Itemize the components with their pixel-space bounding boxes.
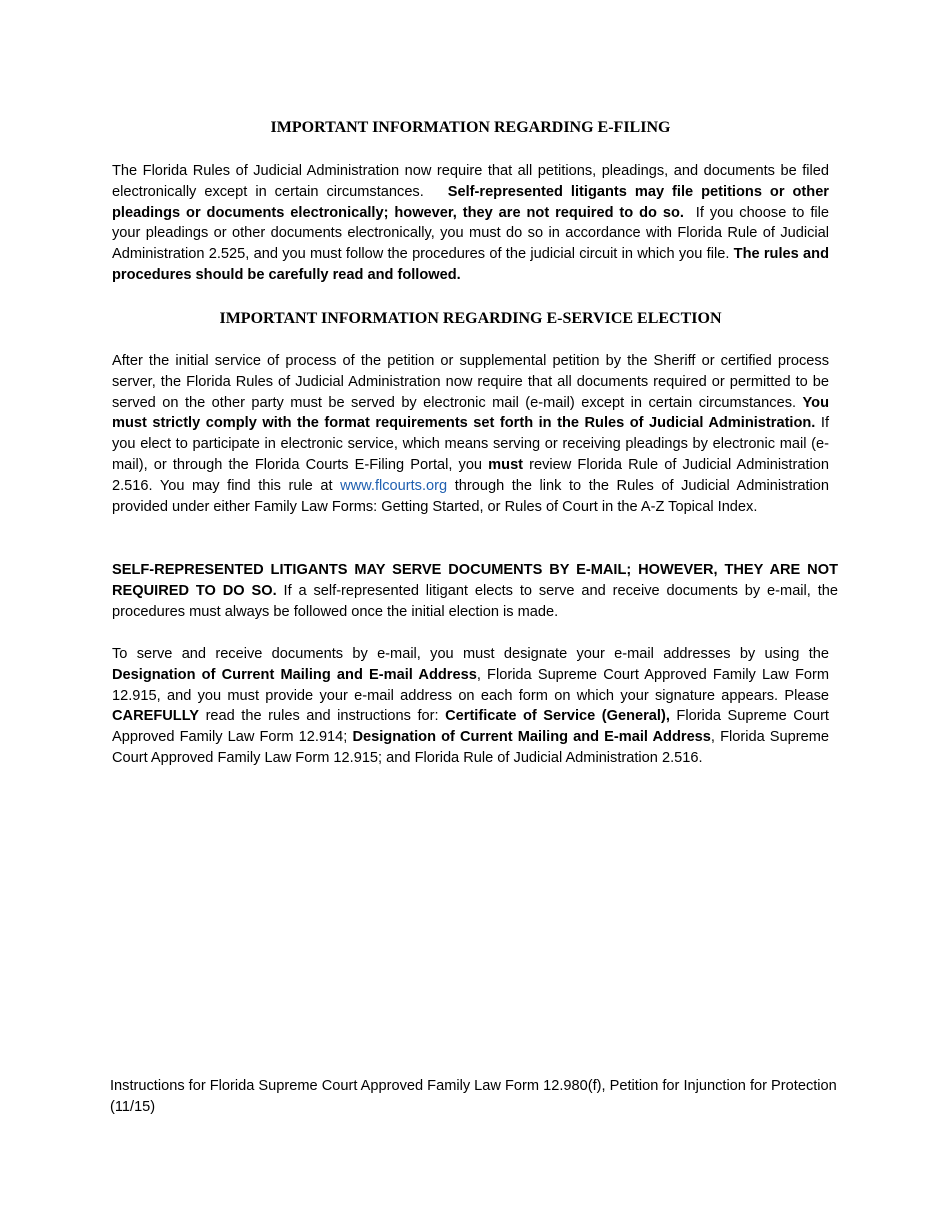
flcourts-link[interactable]: www.flcourts.org [340,477,448,494]
eservice-text-1: After the initial service of process of the petition or supplemental petition by the Sheriff or certified process server, the Florida Rules of Judicial Administration now require that all documents required or permitted to be served on the other party must be served by electronic mail (e-mail) except in certain circumstances. [112,353,829,411]
eservice-paragraph-3 [112,644,829,769]
eservice-text-6: To serve and receive documents by e-mail, you must designate your e-mail addresses by using the [112,646,829,662]
efiling-text-1: The Florida Rules of Judicial Administration now require that all petitions, pleadings, and documents be filed electronically except in certain circumstances. [112,163,829,200]
designation-form-name-2: Designation of Current Mailing and E-mail Address [352,729,711,746]
efiling-bold-2: The rules and procedures should be carefully read and followed. [112,246,829,283]
eservice-paragraph-1 [112,351,829,517]
efiling-paragraph [112,161,829,286]
certificate-of-service-name: Certificate of Service (General), [445,708,670,725]
efiling-heading: IMPORTANT INFORMATION REGARDING E-FILING [270,119,671,136]
eservice-text-3: review Florida Rule of Judicial Administration 2.516. You may find this rule at [112,456,829,494]
efiling-text-2: If you choose to file your pleadings or other documents electronically, you must do so in accordance with Florida Rule of Judicial Administration 2.525, and you must follow the procedures of the judicial circuit in which you file. [112,204,829,263]
eservice-heading: IMPORTANT INFORMATION REGARDING E-SERVICE ELECTION [219,310,722,327]
eservice-text-2: If you elect to participate in electronic service, which means serving or receiving pleadings by electronic mail (e-mail), or through the Florida Courts E-Filing Portal, you [112,415,829,473]
eservice-caps-bold: SELF-REPRESENTED LITIGANTS MAY SERVE DOCUMENTS BY E-MAIL; HOWEVER, THEY ARE NOT REQUIRED TO DO SO. [112,562,838,599]
carefully-bold: CAREFULLY [112,708,200,725]
eservice-text-7: , Florida Supreme Court Approved Family Law Form 12.915, and you must provide your e-mail address on each form on which your signature appears. Please [112,666,830,704]
eservice-bold-1: You must strictly comply with the format requirements set forth in the Rules of Judicial Administration. [112,394,829,432]
efiling-bold-1: Self-represented litigants may file petitions or other pleadings or documents electronically; however, they are not required to do so. [112,183,829,221]
eservice-paragraph-2 [112,560,838,622]
eservice-text-5: If a self-represented litigant elects to serve and receive documents by e-mail, the procedures must always be followed once the initial election is made. [112,582,838,620]
page-footer: Instructions for Florida Supreme Court Approved Family Law Form 12.980(f), Petition for Injunction for Protection (11/15) [110,1078,837,1115]
eservice-must: must [488,456,524,473]
eservice-text-4: through the link to the Rules of Judicial Administration provided under either Family Law Forms: Getting Started, or Rules of Court in the A-Z Topical Index. [112,477,829,515]
eservice-text-10: , Florida Supreme Court Approved Family Law Form 12.915; and Florida Rule of Judicial Administration 2.516. [112,729,829,766]
eservice-text-9: Florida Supreme Court Approved Family Law Form 12.914; [112,708,829,746]
designation-form-name-1: Designation of Current Mailing and E-mail Address [112,666,477,683]
eservice-text-8: read the rules and instructions for: [205,708,439,725]
